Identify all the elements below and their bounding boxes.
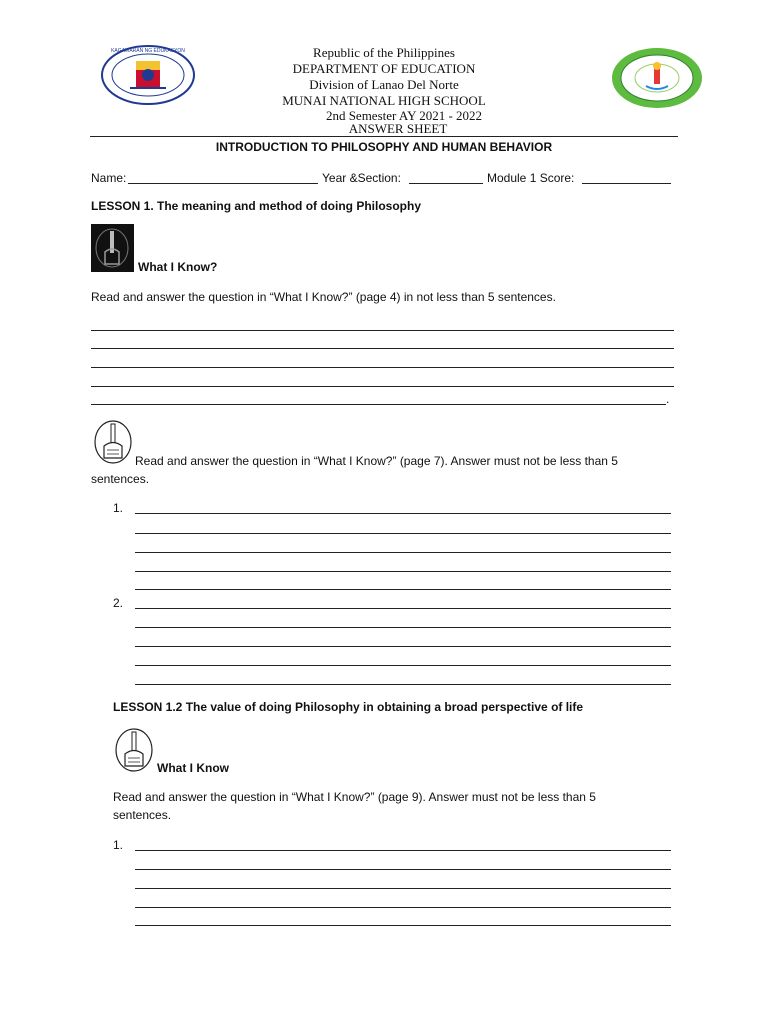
answer-line[interactable]: [91, 386, 674, 387]
answer-line[interactable]: [135, 888, 671, 889]
answer-line[interactable]: [135, 589, 671, 590]
period-mark: .: [666, 392, 670, 406]
header-republic: Republic of the Philippines: [313, 45, 455, 60]
item-number: 2.: [113, 596, 124, 610]
lesson12-instruction: Read and answer the question in “What I Know?” (page 9). Answer must not be less than 5: [113, 790, 596, 804]
header-department: DEPARTMENT OF EDUCATION: [292, 61, 476, 76]
lesson12-icon-caption: What I Know: [157, 761, 229, 775]
answer-line[interactable]: [135, 571, 671, 572]
lesson1-instruction2-cont: sentences.: [91, 472, 150, 486]
header-answer-sheet: ANSWER SHEET: [348, 121, 448, 136]
answer-line[interactable]: [135, 869, 671, 870]
answer-line[interactable]: [135, 925, 671, 926]
answer-line[interactable]: [135, 684, 671, 685]
answer-line[interactable]: [135, 907, 671, 908]
module-score-field[interactable]: [582, 183, 671, 184]
name-field[interactable]: [128, 183, 318, 184]
pencil-hand-icon: [91, 224, 134, 272]
answer-line[interactable]: [135, 627, 671, 628]
pencil-hand-icon: [114, 728, 154, 772]
lesson1-icon-caption: What I Know?: [138, 260, 218, 274]
answer-line[interactable]: [91, 404, 666, 405]
header-school: MUNAI NATIONAL HIGH SCHOOL: [282, 93, 486, 108]
answer-line[interactable]: [91, 348, 674, 349]
answer-line[interactable]: [135, 533, 671, 534]
answer-line[interactable]: [135, 608, 671, 609]
lesson12-instruction-cont: sentences.: [113, 808, 172, 822]
header-semester: 2nd Semester AY 2021 - 2022: [325, 108, 483, 123]
answer-line[interactable]: [135, 850, 671, 851]
answer-line[interactable]: [91, 330, 674, 331]
lesson1-instruction: Read and answer the question in “What I Know?” (page 4) in not less than 5 sentences.: [91, 290, 556, 304]
svg-text:KAGAWARAN NG EDUKASYON: KAGAWARAN NG EDUKASYON: [111, 48, 185, 54]
year-section-field[interactable]: [409, 183, 483, 184]
lesson1-instruction2: Read and answer the question in “What I Know?” (page 7). Answer must not be less than 5: [135, 454, 618, 468]
answer-line[interactable]: [91, 367, 674, 368]
header-division: Division of Lanao Del Norte: [309, 77, 459, 92]
answer-line[interactable]: [135, 552, 671, 553]
name-label: Name:: [91, 171, 127, 185]
answer-line[interactable]: [135, 665, 671, 666]
item-number: 1.: [113, 838, 124, 852]
pencil-hand-icon: [93, 420, 133, 464]
subject-title: INTRODUCTION TO PHILOSOPHY AND HUMAN BEHAVIOR: [215, 140, 553, 154]
item-number: 1.: [113, 501, 124, 515]
answer-line[interactable]: [135, 513, 671, 514]
header-divider: [90, 136, 678, 137]
lesson1-title: LESSON 1. The meaning and method of doing Philosophy: [91, 199, 422, 213]
module-score-label: Module 1 Score:: [487, 171, 575, 185]
lesson12-title: LESSON 1.2 The value of doing Philosophy in obtaining a broad perspective of life: [113, 700, 584, 714]
year-section-label: Year &Section:: [322, 171, 401, 185]
answer-line[interactable]: [135, 646, 671, 647]
